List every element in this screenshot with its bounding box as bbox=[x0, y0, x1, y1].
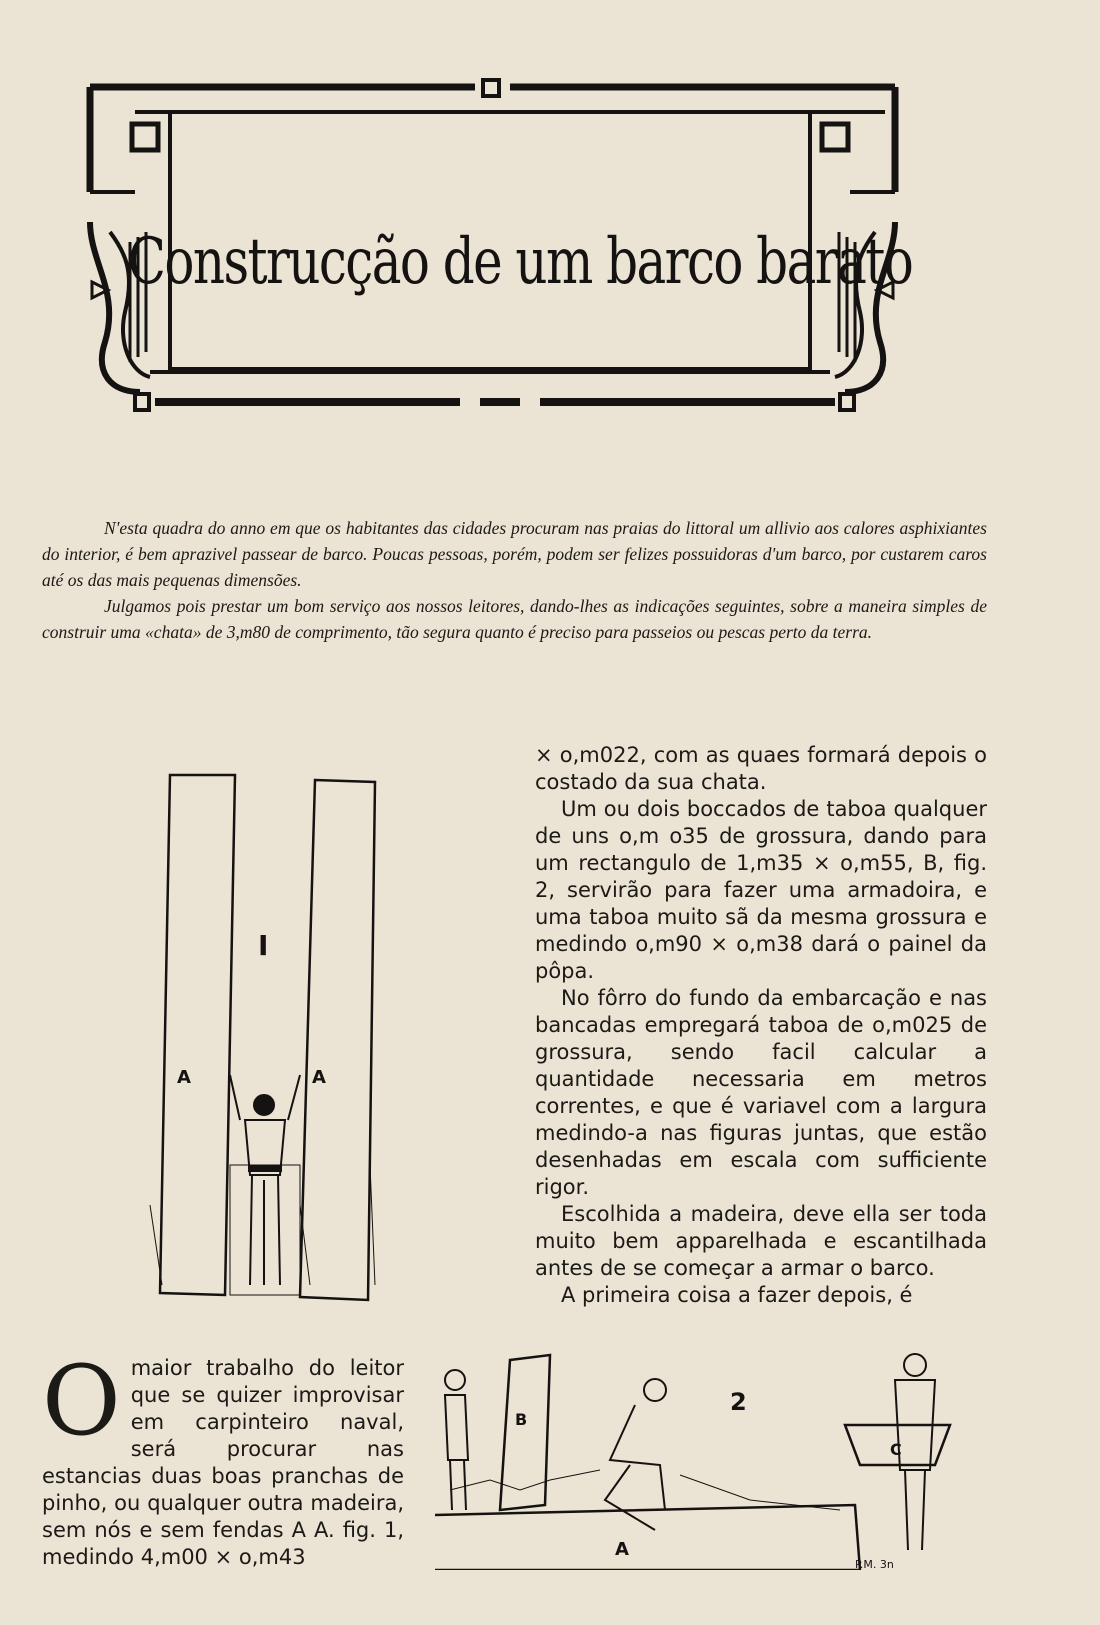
figure-2-label-a: A bbox=[615, 1539, 629, 1560]
paragraph: Escolhida a madeira, deve ella ser toda muito bem apparelhada e escantilhada antes de se começar a armar o barco. bbox=[535, 1202, 987, 1280]
figure-1-label-a-right: A bbox=[312, 1067, 326, 1088]
intro-text bbox=[42, 515, 987, 645]
figure-1-label-a-left: A bbox=[177, 1067, 191, 1088]
paragraph: No fôrro do fundo da embarcação e nas bancadas empregará taboa de o,m025 de grossura, sendo facil calcular a quantidade necessaria em metros correntes, e que é variavel com a largura medindo-a nas figuras juntas, que estão desenhadas em escala com sufficiente rigor. bbox=[535, 986, 987, 1199]
paragraph: maior trabalho do leitor que se quizer improvisar em carpinteiro naval, será procurar nas estancias duas boas pranchas de pinho, ou qualquer outra madeira, sem nós e sem fendas A A. fig. 1, medindo 4,m00 × o,m43 bbox=[42, 1356, 404, 1569]
paragraph: Um ou dois boccados de taboa qualquer de uns o,m o35 de grossura, dando para um rectangulo de 1,m35 × o,m55, B, fig. 2, servirão para fazer uma armadoira, e uma taboa muito sã da mesma grossura e medindo o,m90 × o,m38 dará o painel da pôpa. bbox=[535, 797, 987, 983]
figure-2-number: 2 bbox=[730, 1388, 747, 1416]
figure-2-illustration bbox=[430, 1340, 1000, 1570]
intro-paragraph: N'esta quadra do anno em que os habitantes das cidades procuram nas praias do littoral um allivio aos calores asphixiantes do interior, é bem aprazivel passear de barco. Poucas pessoas, porém, podem ser felizes possuidoras d'um barco, por custarem caros até os das mais pequenas dimensões. bbox=[42, 518, 987, 590]
figure-2-label-b: B bbox=[515, 1410, 528, 1429]
drop-cap: O bbox=[42, 1345, 121, 1457]
paragraph: A primeira coisa a fazer depois, é bbox=[561, 1283, 913, 1307]
right-column-text bbox=[535, 742, 987, 1309]
intro-paragraph: Julgamos pois prestar um bom serviço aos nossos leitores, dando-lhes as indicações seguintes, sobre a maneira simples de construir uma «chata» de 3,m80 de comprimento, tão segura quanto é preciso para passeios ou pescas perto da terra. bbox=[42, 596, 987, 642]
article-title: Construcção de um barco barato bbox=[127, 225, 913, 299]
figure-1-number: I bbox=[258, 929, 269, 962]
figure-2-label-c: C bbox=[890, 1440, 902, 1459]
left-column-text bbox=[42, 1345, 404, 1571]
figure-2-signature: P.M. 3n bbox=[855, 1558, 894, 1570]
paragraph: × o,m022, com as quaes formará depois o costado da sua chata. bbox=[535, 743, 987, 794]
figure-1-illustration bbox=[140, 765, 390, 1310]
